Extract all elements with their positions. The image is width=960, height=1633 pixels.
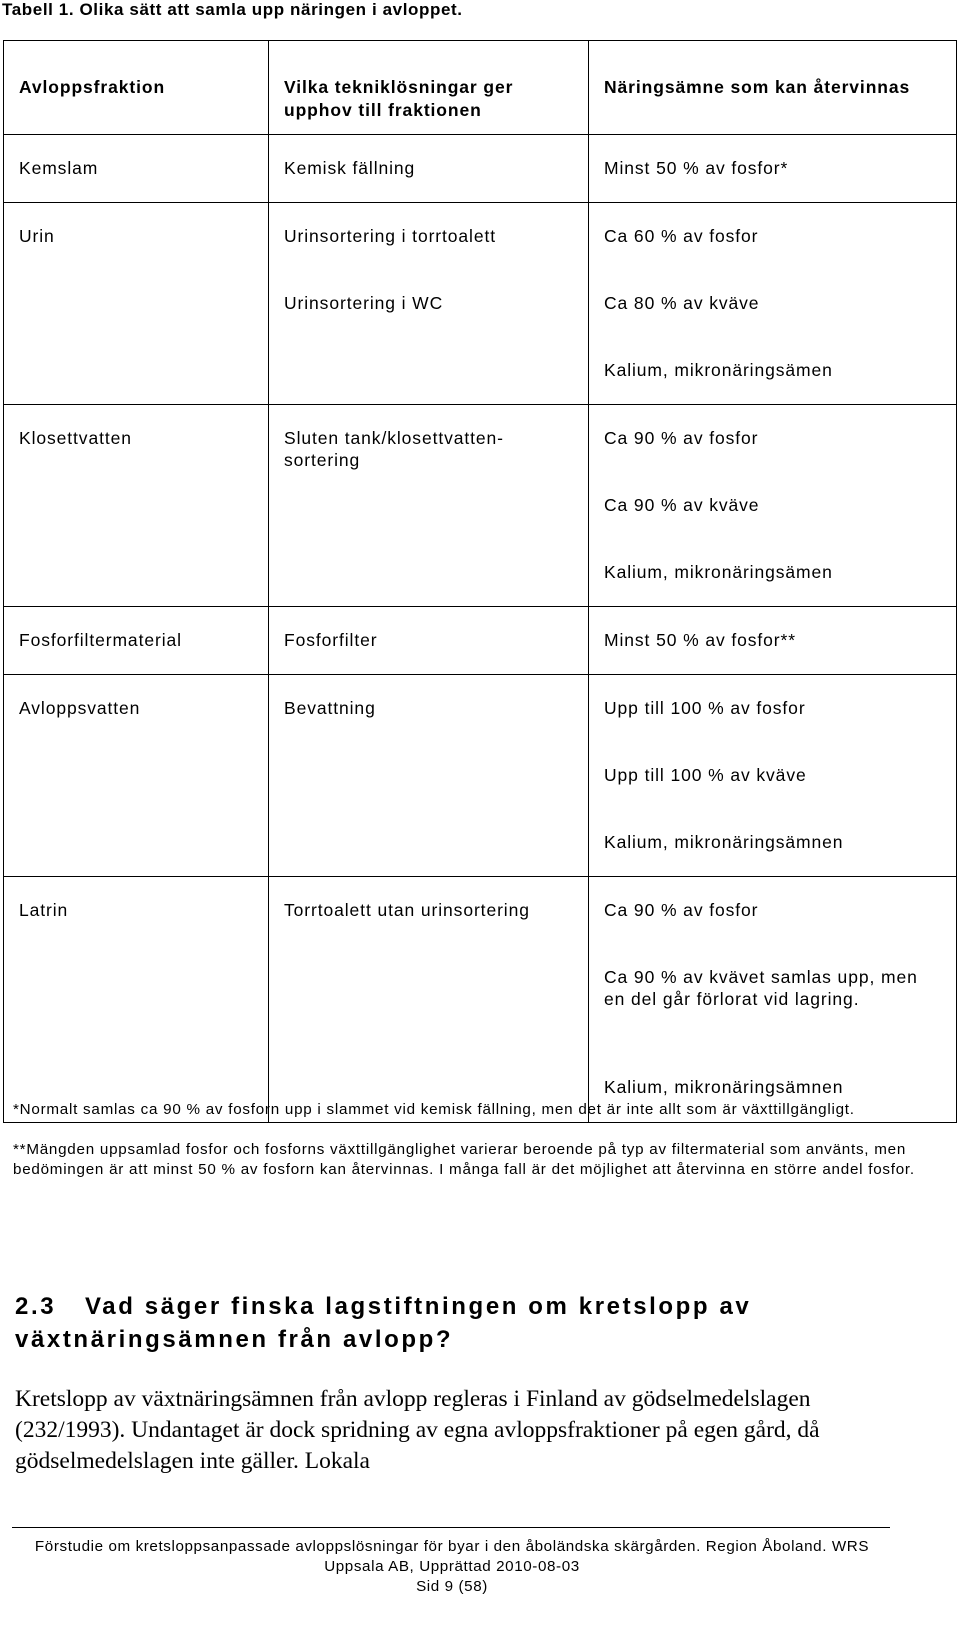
technique-item: Urinsortering i WC [284,293,444,313]
nutrients-cell [589,675,957,877]
nutrient-item: Ca 90 % av fosfor [604,428,759,448]
body-paragraph: Kretslopp av växtnäringsämnen från avlopp regleras i Finland av gödselmedelslagen (232/1993). Undantaget är dock spridning av egna avloppsfraktioner på egen gård, då gödselmedelslagen inte gäller. Lokala [15,1386,820,1474]
nutrient-item: Ca 60 % av fosfor [604,226,759,246]
section-title: Vad säger finska lagstiftningen om kretslopp av växtnäringsämnen från avlopp? [15,1293,752,1353]
fraction-name: Fosforfiltermaterial [19,630,182,650]
section-heading [15,1290,960,1356]
nutrients-cell [589,135,957,203]
table-row [4,607,957,675]
table-row [4,203,957,405]
technique-item: Urinsortering i torrtoalett [284,226,497,246]
techniques-cell [269,675,589,877]
nutrient-item: Minst 50 % av fosfor** [604,630,796,650]
fraction-cell [4,203,269,405]
page-footer [12,1537,892,1597]
nutrient-item: Ca 90 % av kvävet samlas upp, men en del går förlorat vid lagring. [604,967,918,1009]
techniques-cell [269,203,589,405]
nutrient-item: Kalium, mikronäringsämnen [604,832,844,852]
nutrients-cell [589,203,957,405]
nutrient-item: Ca 80 % av kväve [604,293,760,313]
nutrient-table [3,40,957,1123]
nutrient-item: Upp till 100 % av kväve [604,765,807,785]
technique-item: Torrtoalett utan urinsortering [284,900,530,920]
nutrient-item: Kalium, mikronäringsämnen [604,1077,844,1097]
techniques-cell [269,135,589,203]
fraction-cell [4,877,269,1123]
nutrient-item: Kalium, mikronäringsämen [604,562,833,582]
fraction-name: Urin [19,226,55,246]
table-row [4,135,957,203]
fraction-name: Kemslam [19,158,99,178]
footer-text: Förstudie om kretsloppsanpassade avloppslösningar för byar i den åboländska skärgården. Region Åboland. WRS Uppsala AB, Upprättad 2010-08-03 [34,1538,870,1575]
technique-item: Bevattning [284,698,376,718]
section-number: 2.3 [15,1293,57,1320]
nutrient-item: Ca 90 % av kväve [604,495,760,515]
table-header-row [4,41,957,135]
fraction-name: Klosettvatten [19,428,132,448]
table-row [4,405,957,607]
footer-divider [12,1527,890,1528]
nutrient-item: Upp till 100 % av fosfor [604,698,806,718]
fraction-name: Avloppsvatten [19,698,141,718]
nutrient-item: Ca 90 % av fosfor [604,900,759,920]
table-caption: Tabell 1. Olika sätt att samla upp näringen i avloppet. [2,0,463,19]
techniques-cell [269,607,589,675]
header-nutrients: Näringsämne som kan återvinnas [589,41,957,135]
nutrients-cell [589,405,957,607]
fraction-cell [4,675,269,877]
footnote-1: *Normalt samlas ca 90 % av fosforn upp i slammet vid kemisk fällning, men det är inte allt som är växttillgängligt. [13,1101,855,1118]
table-row [4,877,957,1123]
fraction-name: Latrin [19,900,69,920]
nutrient-item: Minst 50 % av fosfor* [604,158,789,178]
fraction-cell [4,135,269,203]
nutrients-cell [589,877,957,1123]
technique-item: Sluten tank/klosettvatten-sortering [284,428,504,470]
fraction-cell [4,607,269,675]
nutrient-item: Kalium, mikronäringsämen [604,360,833,380]
header-techniques: Vilka tekniklösningar ger upphov till fraktionen [269,41,589,135]
techniques-cell [269,877,589,1123]
table-row [4,675,957,877]
nutrients-cell [589,607,957,675]
footnote-2: **Mängden uppsamlad fosfor och fosforns växttillgänglighet varierar beroende på typ av filtermaterial som använts, men bedömingen är att minst 50 % av fosforn kan återvinnas. I många fall är det möjlighet att återvinna en större andel fosfor. [13,1141,915,1178]
techniques-cell [269,405,589,607]
page-number: Sid 9 (58) [416,1578,488,1595]
technique-item: Fosforfilter [284,630,378,650]
technique-item: Kemisk fällning [284,158,416,178]
header-fraction: Avloppsfraktion [4,41,269,135]
fraction-cell [4,405,269,607]
table-body [4,135,957,1123]
